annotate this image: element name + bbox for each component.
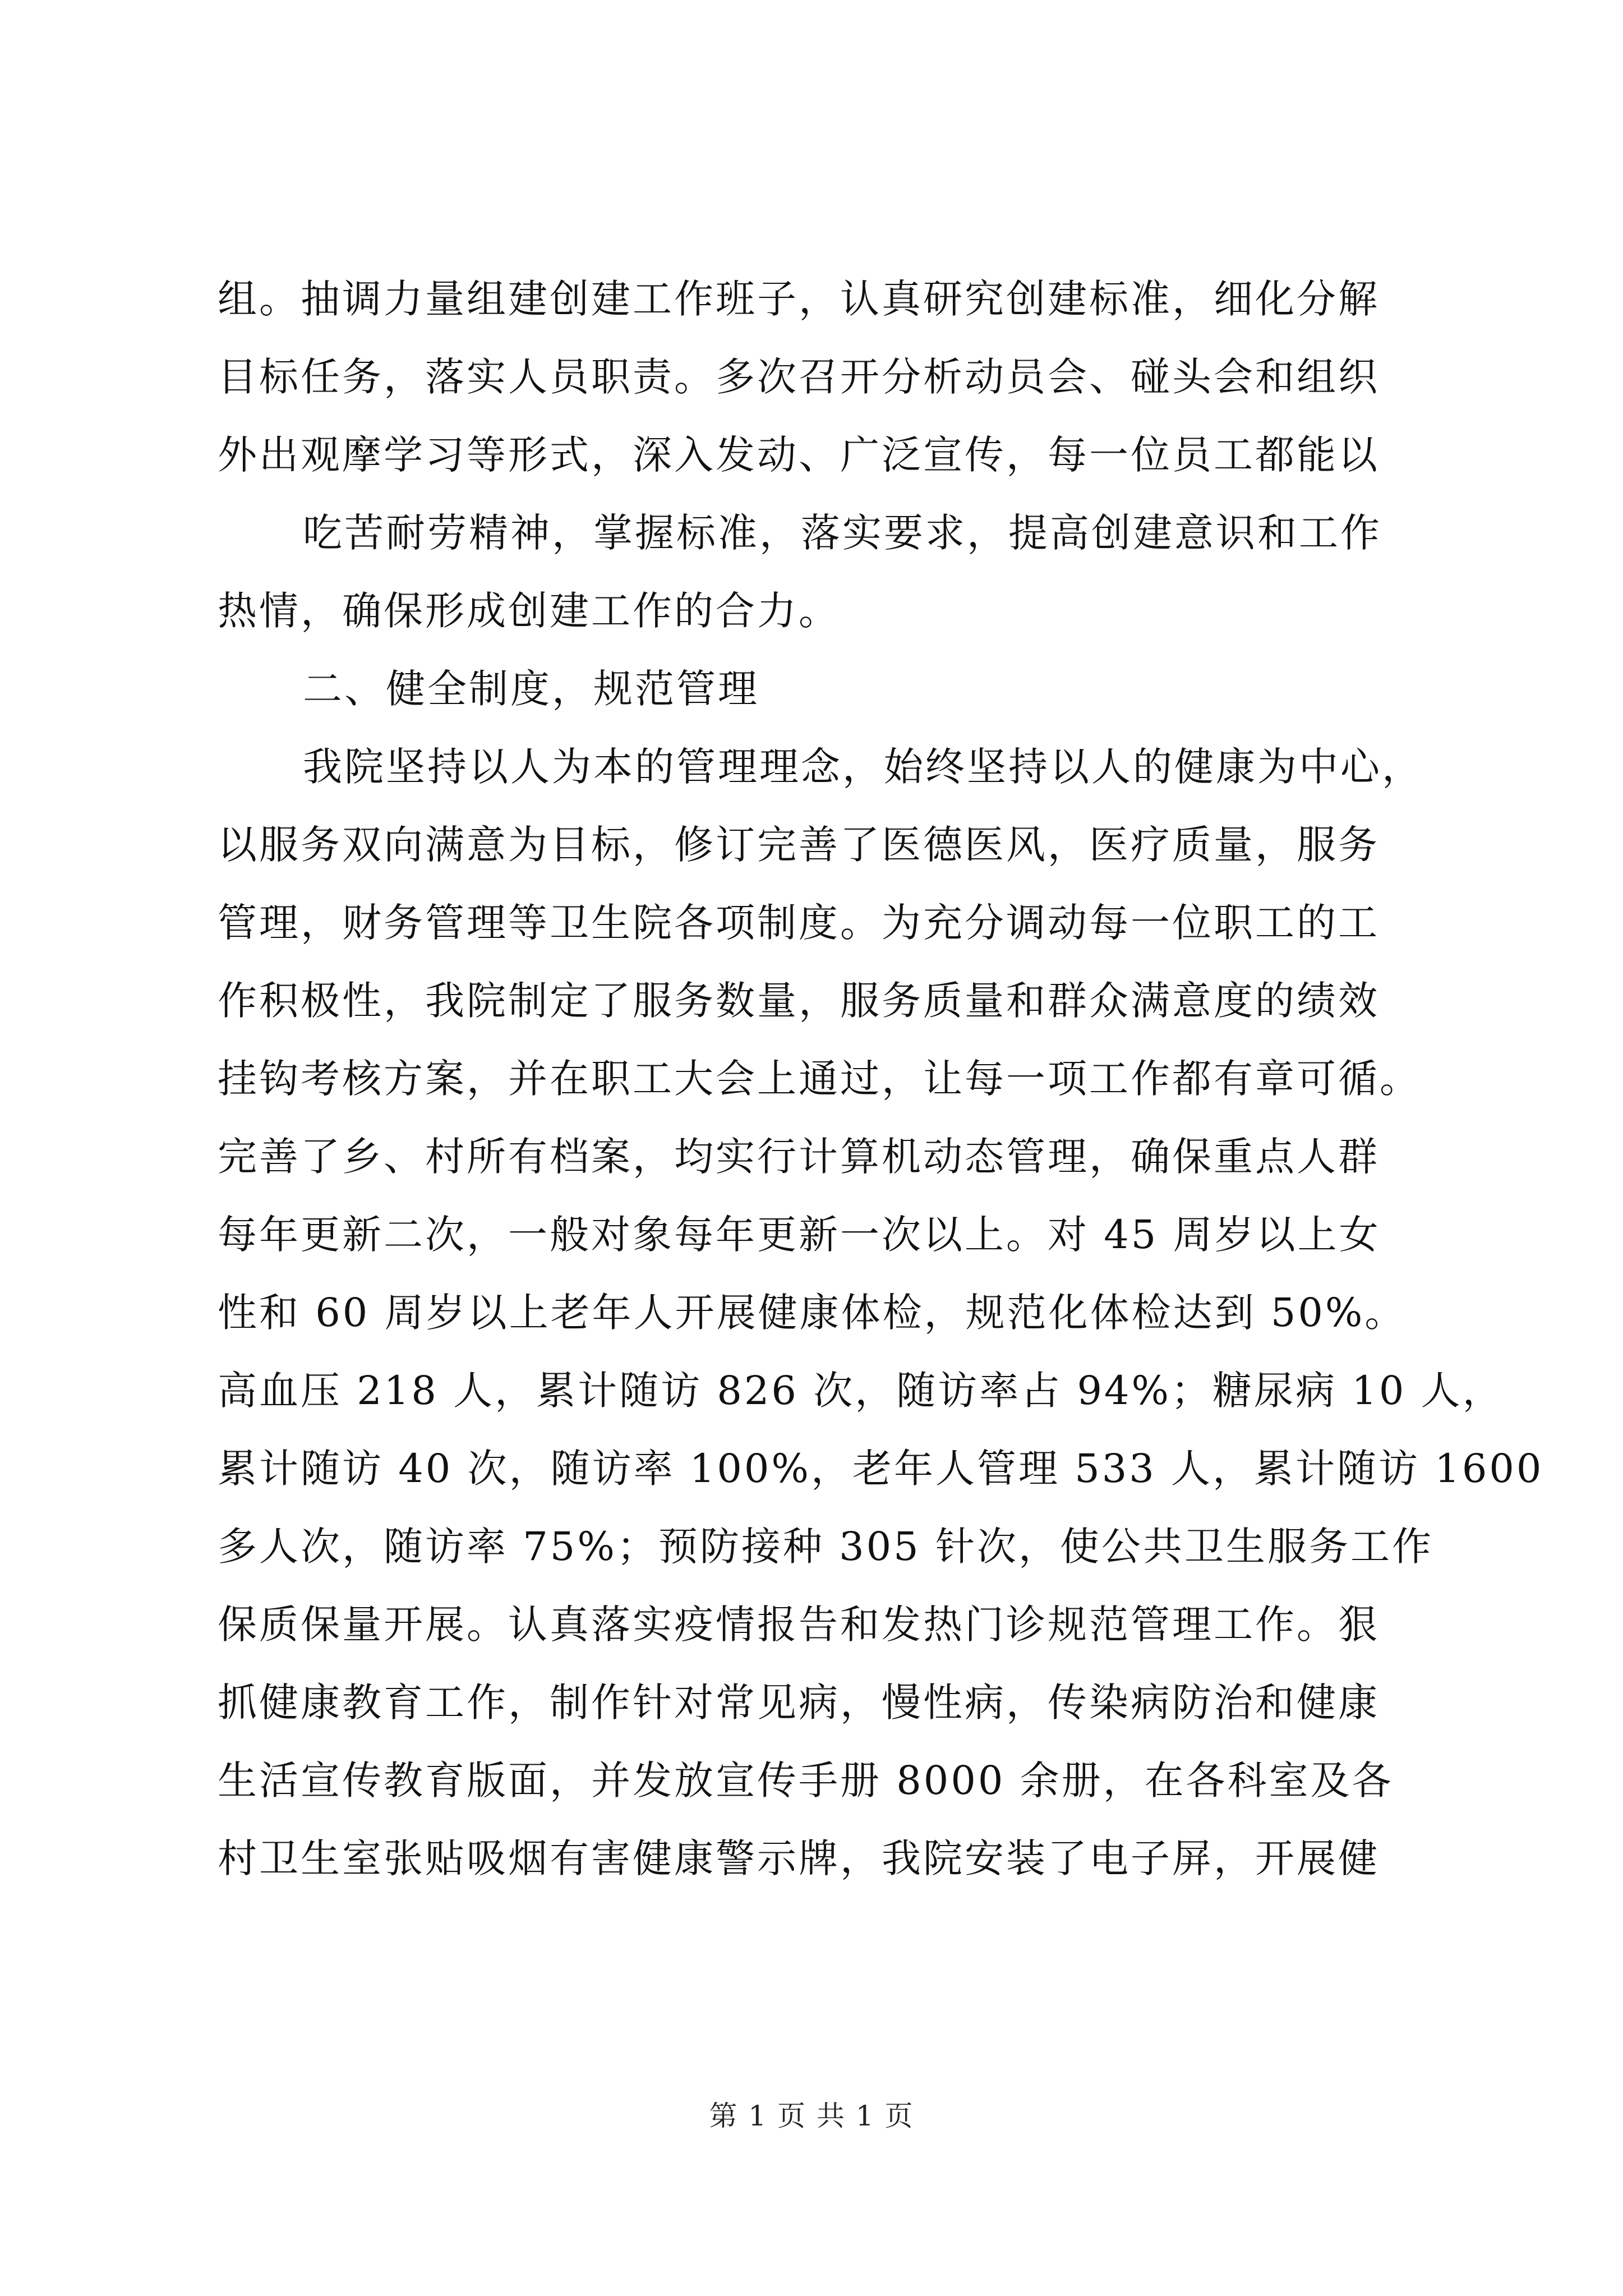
text-line: 累计随访 40 次，随访率 100%，老年人管理 533 人，累计随访 1600 (218, 1446, 1544, 1492)
text-line: 挂钩考核方案，并在职工大会上通过，让每一项工作都有章可循。 (218, 1056, 1421, 1102)
text-line: 生活宣传教育版面，并发放宣传手册 8000 余册，在各科室及各 (218, 1757, 1394, 1803)
text-line: 保质保量开展。认真落实疫情报告和发热门诊规范管理工作。狠 (218, 1602, 1380, 1648)
text-line: 组。抽调力量组建创建工作班子，认真研究创建标准，细化分解 (218, 276, 1380, 322)
text-line: 性和 60 周岁以上老年人开展健康体检，规范化体检达到 50%。 (218, 1290, 1407, 1336)
text-line: 热情，确保形成创建工作的合力。 (218, 588, 840, 634)
text-line: 管理，财务管理等卫生院各项制度。为充分调动每一位职工的工 (218, 900, 1380, 946)
text-line: 外出观摩学习等形式，深入发动、广泛宣传，每一位员工都能以 (218, 432, 1380, 478)
text-line: 作积极性，我院制定了服务数量，服务质量和群众满意度的绩效 (218, 978, 1380, 1024)
text-line: 抓健康教育工作，制作针对常见病，慢性病，传染病防治和健康 (218, 1680, 1380, 1726)
page-footer: 第 1 页 共 1 页 (709, 2100, 914, 2132)
text-line: 以服务双向满意为目标，修订完善了医德医风，医疗质量，服务 (218, 822, 1380, 868)
text-line: 高血压 218 人，累计随访 826 次，随访率占 94%；糖尿病 10 人， (218, 1368, 1504, 1414)
section-heading: 二、健全制度，规范管理 (303, 666, 759, 712)
text-line: 我院坚持以人为本的管理理念，始终坚持以人的健康为中心， (303, 744, 1423, 790)
text-line: 目标任务，落实人员职责。多次召开分析动员会、碰头会和组织 (218, 354, 1380, 400)
text-line: 每年更新二次，一般对象每年更新一次以上。对 45 周岁以上女 (218, 1212, 1381, 1258)
text-line: 多人次，随访率 75%；预防接种 305 针次，使公共卫生服务工作 (218, 1524, 1433, 1570)
text-line: 完善了乡、村所有档案，均实行计算机动态管理，确保重点人群 (218, 1134, 1380, 1180)
document-body (218, 260, 1544, 1898)
text-line: 村卫生室张贴吸烟有害健康警示牌，我院安装了电子屏，开展健 (218, 1835, 1380, 1881)
text-line: 吃苦耐劳精神，掌握标准，落实要求，提高创建意识和工作 (303, 510, 1382, 556)
